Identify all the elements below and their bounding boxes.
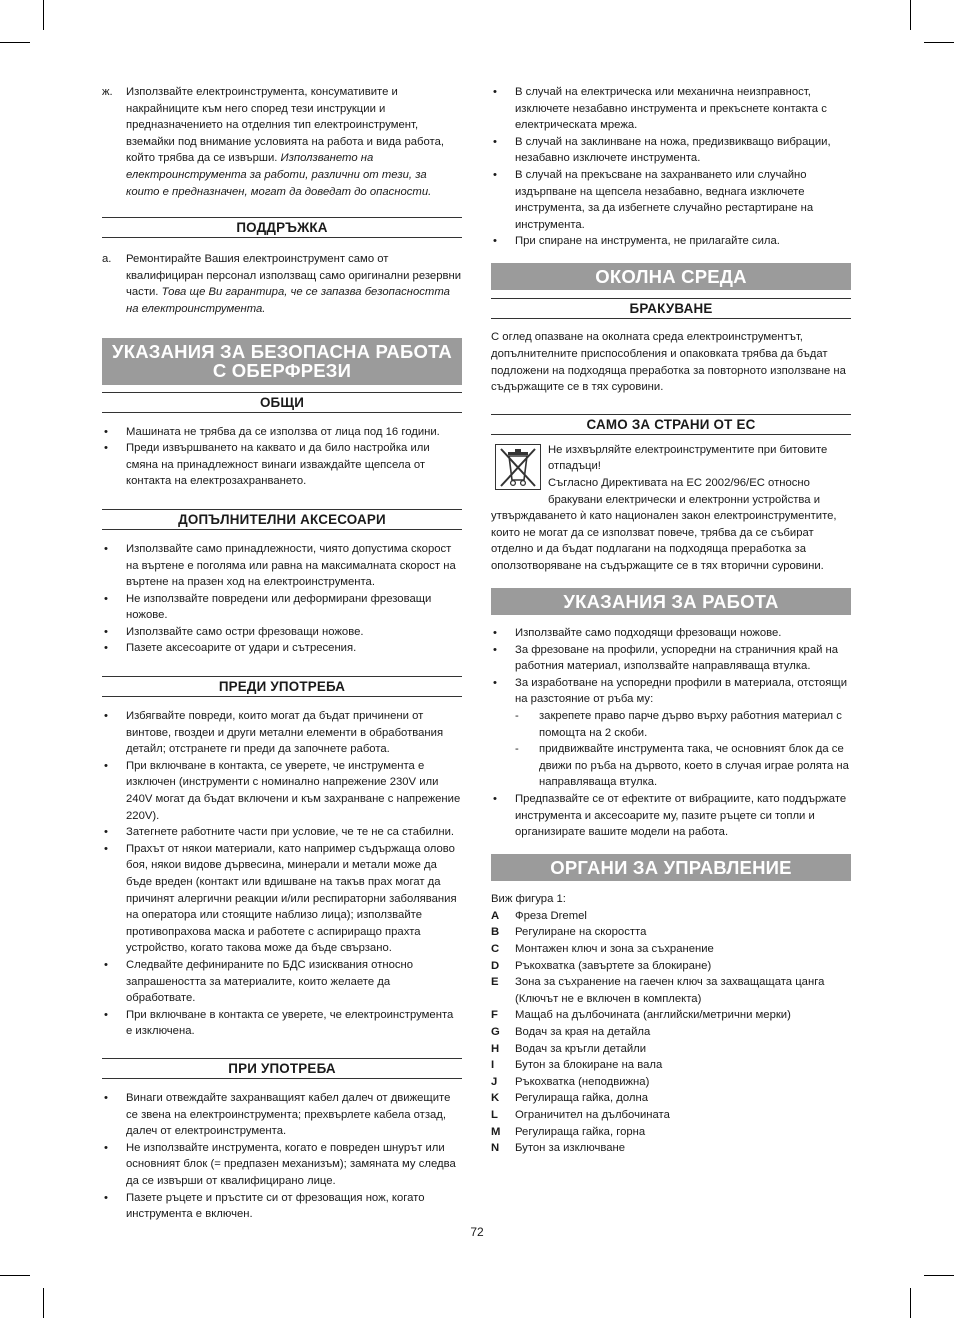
control-item	[491, 1041, 851, 1058]
bullet: •	[104, 842, 108, 855]
usage-list	[491, 625, 851, 841]
list-subitem: - закрепете право парче дърво върху работния материал с помощта на 2 скоби.	[515, 710, 842, 739]
control-label: Ръкохватка (неподвижна)	[515, 1075, 650, 1088]
list-item: • В случай на заклинване на ножа, предизвикващо вибрации, незабавно изключете инструмента.	[493, 135, 831, 165]
list-item: • В случай на прекъсване на захранването или случайно издърпване на щепсела незабавно, веднага изключете инструмента, за да избегнете случайно рестартиране на инструмента.	[493, 168, 814, 231]
list-item: • Избягвайте повреди, които могат да бъдат причинени от винтове, гвоздеи и други метални елементи в обработвания детайл; отстранете ги преди да започнете работа.	[104, 710, 444, 756]
control-item	[491, 1007, 851, 1024]
control-item	[491, 958, 851, 975]
control-item	[491, 1124, 851, 1141]
list-item: • Използвайте само принадлежности, чиято допустима скорост на въртене е поголяма или равна на максималната скорост на въртене на празен ход на електроинструмента.	[104, 542, 456, 589]
control-item	[491, 1090, 851, 1107]
bullet: •	[493, 643, 497, 656]
intro-paragraph	[102, 84, 462, 200]
bullet: •	[104, 592, 108, 605]
control-label: Фреза Dremel	[515, 909, 587, 922]
list-item: • Предпазвайте се от ефектите от вибрациите, като поддържате инструмента и аксесоарите му, пазите ръцете си топли и организирате вашите модели на работа.	[493, 793, 847, 839]
control-letter: D	[491, 959, 500, 972]
control-label: Водач за кръгли детайли	[515, 1042, 647, 1055]
bullet: •	[104, 958, 108, 971]
control-letter: L	[491, 1109, 498, 1121]
list-item: • Следвайте дефинираните по БДС изисквания относно запрашеността за материалите, които желаете да обработвате.	[104, 958, 414, 1005]
bullet: •	[493, 235, 497, 248]
safety-section-banner: УКАЗАНИЯ ЗА БЕЗОПАСНА РАБОТА С ОБЕРФРЕЗИ	[102, 338, 462, 385]
general-heading: ОБЩИ	[102, 392, 462, 413]
list-item: • Прахът от някои материали, като например съдържаща олово боя, някои видове дървесина, минерали и метали може да бъде вреден (контакт или вдишване на такъв прах могат да причинят алергични реакции и/или респираторни заболявания на оператора или стоящите наблизо лица); използвайте противопрахова маска и работете с аспириращо прахта устройство, когато такова може да бъде свързано.	[104, 842, 457, 955]
control-label: Мащаб на дълбочината (английски/метрични мерки)	[515, 1009, 791, 1022]
control-label: Ограничител на дълбочината	[515, 1109, 670, 1121]
before-use-heading: ПРЕДИ УПОТРЕБА	[102, 676, 462, 697]
disposal-heading: БРАКУВАНЕ	[491, 298, 851, 319]
control-label: Монтажен ключ и зона за съхранение	[515, 943, 714, 956]
list-item: • За изработване на успоредни профили в материала, отстоящи на разстояние от ръба му:	[493, 676, 848, 706]
control-label: Регулиране на скоростта	[515, 926, 647, 939]
control-item	[491, 924, 851, 941]
eu-only-heading: САМО ЗА СТРАНИ ОТ ЕС	[491, 414, 851, 435]
bullet: •	[104, 442, 108, 455]
bullet: •	[104, 710, 108, 723]
during-use-list	[102, 1090, 462, 1223]
crop-mark	[910, 1288, 911, 1318]
list-item: • За фрезоване на профили, успоредни на страничния край на работния материал, използвайте направляваща втулка.	[493, 643, 839, 673]
control-label: Бутон за блокиране на вала	[515, 1059, 663, 1072]
control-item	[491, 1107, 851, 1124]
list-item: • Пазете ръцете и пръстите си от фрезоващия нож, когато инструмента е включен.	[104, 1191, 425, 1221]
control-item	[491, 1057, 851, 1074]
list-item: • Затегнете работните части при условие, че те не са стабилни.	[102, 824, 462, 841]
maintenance-paragraph	[102, 251, 462, 317]
control-item	[491, 1024, 851, 1041]
right-column	[491, 84, 851, 1157]
during-use-heading: ПРИ УПОТРЕБА	[102, 1058, 462, 1079]
bullet: •	[493, 86, 497, 98]
crop-mark	[910, 0, 911, 30]
control-letter: F	[491, 1009, 498, 1022]
environment-section-banner: ОКОЛНА СРЕДА	[491, 263, 851, 291]
bullet: •	[104, 1191, 108, 1204]
maintenance-heading: ПОДДРЪЖКА	[102, 217, 462, 238]
bullet: •	[493, 676, 497, 689]
list-subitem: - придвижвайте инструмента така, че основният блок да се движи по ръба на дървото, което в случая играе ролята на направляваща втулка.	[515, 743, 849, 789]
control-letter: K	[491, 1092, 500, 1105]
crop-mark	[43, 1288, 44, 1318]
bullet: •	[493, 168, 497, 181]
accessories-list	[102, 541, 462, 657]
general-list	[102, 424, 462, 490]
crop-mark	[924, 1275, 954, 1276]
controls-section-banner: ОРГАНИ ЗА УПРАВЛЕНИЕ	[491, 854, 851, 882]
accessories-heading: ДОПЪЛНИТЕЛНИ АКСЕСОАРИ	[102, 509, 462, 530]
control-item	[491, 974, 851, 1007]
bullet: •	[104, 642, 108, 655]
control-label: Зона за съхранение на гаечен ключ за захващащата цанга (Ключът не е включен в комплекта)	[515, 976, 825, 1005]
before-use-list	[102, 708, 462, 1040]
bullet: •	[493, 793, 497, 805]
bullet: •	[104, 425, 108, 438]
weee-continuation: утвърждаването ѝ като национален закон електроинструментите, които не могат да се използват повече, трябва да се събират отделно и да бъдат подлагани на подходяща преработка за оползотворяване на съдържащите се в тях вторични суровини.	[491, 510, 837, 572]
list-item: • Използвайте само остри фрезоващи ножове.	[102, 624, 462, 641]
bullet: •	[493, 627, 497, 640]
list-marker: ж.	[102, 86, 113, 98]
control-letter: I	[491, 1059, 495, 1072]
list-item: • При включване в контакта се уверете, че електроинструмента е изключена.	[104, 1008, 454, 1038]
list-item: • При спиране на инструмента, не прилагайте сила.	[491, 233, 851, 250]
crop-mark	[924, 42, 954, 43]
list-marker: а.	[102, 253, 112, 266]
control-letter: M	[491, 1125, 501, 1138]
control-letter: C	[491, 943, 500, 956]
intro-italic: Използването на електроинструмента за работи, различни от тези, за които е предназначен, могат да доведат до опасности.	[126, 152, 432, 198]
list-item: • Машината не трябва да се използва от лица под 16 години.	[102, 424, 462, 441]
usage-section-banner: УКАЗАНИЯ ЗА РАБОТА	[491, 588, 851, 616]
list-item: • Пазете аксесоарите от удари и сътресения.	[102, 640, 462, 657]
list-item: • В случай на електрическа или механична неизправност, изключете незабавно инструмента и прекъснете контакта с електрическата мрежа.	[493, 86, 827, 132]
controls-intro: Виж фигура 1:	[491, 893, 566, 906]
control-label: Регулираща гайка, долна	[515, 1092, 648, 1105]
control-label: Бутон за изключване	[515, 1142, 626, 1155]
list-item: • При включване в контакта, се уверете, че инструмента е изключен (инструменти с номинално напрежение 230V или 240V могат да бъдат включени и към захранване с напрежение 220V).	[104, 759, 461, 822]
control-letter: H	[491, 1042, 500, 1055]
maintenance-text: Ремонтирайте Вашия електроинструмент само от квалифициран персонал използващ само оригинални резервни части.	[126, 253, 462, 299]
control-letter: G	[491, 1026, 500, 1039]
weee-line-2: Съгласно Директивата на ЕС 2002/96/ЕС относно бракувани електрически и електронни устройства и	[548, 477, 821, 506]
control-item	[491, 1074, 851, 1091]
control-label: Регулираща гайка, горна	[515, 1125, 646, 1138]
bullet: •	[493, 135, 497, 148]
page-number: 72	[470, 1225, 484, 1239]
control-letter: N	[491, 1142, 500, 1155]
bullet: •	[104, 826, 108, 839]
control-letter: E	[491, 976, 499, 989]
crop-mark	[43, 0, 44, 30]
weee-notice	[491, 442, 851, 575]
list-item: • Използвайте само подходящи фрезоващи ножове.	[491, 625, 851, 642]
maintenance-italic: Това ще Ви гарантира, че се запазва безопасността на електроинструмента.	[126, 286, 450, 315]
bullet: •	[104, 1008, 108, 1021]
control-label: Водач за края на детайла	[515, 1026, 651, 1039]
list-item: • Не използвайте инструмента, когато е повреден шнурът или основният блок (= предпазен механизъм); замяната му следва да се извърши от квалифицирано лице.	[104, 1141, 456, 1187]
control-item	[491, 908, 851, 925]
crop-mark	[0, 1275, 30, 1276]
bullet: •	[104, 1091, 108, 1104]
control-label: Ръкохватка (завъртете за блокиране)	[515, 959, 712, 972]
dash: -	[515, 710, 519, 723]
list-item: • Винаги отвеждайте захранващият кабел далеч от движещите се звена на електроинструмента; прехвърлете кабела отзад, далеч от електроинструмента.	[104, 1091, 451, 1138]
control-item	[491, 941, 851, 958]
dash: -	[515, 743, 519, 756]
bullet: •	[104, 625, 108, 638]
list-item: • Преди извършването на каквато и да било настройка или смяна на принадлежност винаги изваждайте щепсела от контакта на електрозахранването.	[104, 442, 430, 488]
control-letter: A	[491, 909, 500, 922]
crop-mark	[0, 42, 30, 43]
controls-list	[491, 908, 851, 1157]
control-letter: J	[491, 1075, 498, 1088]
intro-text: Използвайте електроинструмента, консумативите и накрайниците към него според тези инструкции и предназначението на отделния тип електроинструмент, вземайки под внимание условията на работа и вида работа, който трябва да се извърши.	[126, 86, 444, 165]
left-column	[102, 84, 462, 1223]
bullet: •	[104, 759, 108, 772]
control-item	[491, 1140, 851, 1157]
bullet: •	[104, 1141, 108, 1154]
malfunction-list	[491, 84, 851, 250]
list-item: • Не използвайте повредени или деформирани фрезоващи ножове.	[104, 592, 432, 622]
crossed-bin-icon	[495, 444, 541, 490]
control-letter: B	[491, 926, 500, 939]
bullet: •	[104, 542, 108, 555]
disposal-text: С оглед опазване на околната среда електроинструментът, допълнителните приспособления и опаковката трябва да бъдат подложени на подходяща преработка за повторното използване на съдържащите се в тях суровини.	[491, 331, 846, 394]
weee-line-1: Не изхвърляйте електроинструментите при битовите отпадъци!	[548, 443, 828, 473]
